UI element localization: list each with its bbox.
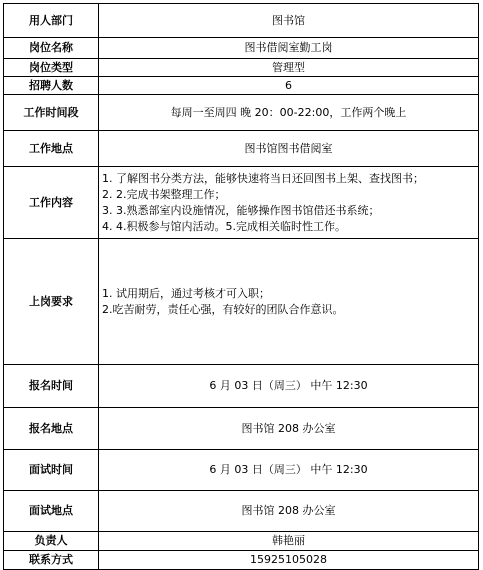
requirements-value — [99, 239, 479, 365]
position-value: 图书借阅室勤工岗 — [99, 38, 479, 59]
signup-time-label: 报名时间 — [4, 365, 99, 408]
content-value — [99, 167, 479, 239]
count-value: 6 — [99, 77, 479, 95]
requirements-line-1: 1. 试用期后，通过考核才可入职； — [102, 286, 270, 300]
row-dept — [4, 4, 479, 38]
row-requirements — [4, 239, 479, 365]
requirements-label: 上岗要求 — [4, 239, 99, 365]
row-contact — [4, 551, 479, 570]
contact-person-value: 韩艳丽 — [99, 532, 479, 551]
row-signup-place — [4, 408, 479, 450]
row-type — [4, 59, 479, 77]
dept-value: 图书馆 — [99, 4, 479, 38]
content-line-1: 1. 了解图书分类方法，能够快速将当日还回图书上架、查找图书； — [102, 171, 424, 185]
interview-time-value: 6 月 03 日（周三） 中午 12:30 — [99, 450, 479, 491]
count-label: 招聘人数 — [4, 77, 99, 95]
signup-time-value: 6 月 03 日（周三） 中午 12:30 — [99, 365, 479, 408]
time-value: 每周一至周四 晚 20：00-22:00，工作两个晚上 — [99, 95, 479, 131]
contact-value: 15925105028 — [99, 551, 479, 570]
requirements-line-2: 2.吃苦耐劳，责任心强，有较好的团队合作意识。 — [102, 302, 344, 316]
content-line-3: 3. 3.熟悉部室内设施情况，能够操作图书馆借还书系统； — [102, 203, 380, 217]
interview-time-label: 面试时间 — [4, 450, 99, 491]
time-label: 工作时间段 — [4, 95, 99, 131]
row-position — [4, 38, 479, 59]
contact-label: 联系方式 — [4, 551, 99, 570]
row-signup-time — [4, 365, 479, 408]
place-label: 工作地点 — [4, 131, 99, 167]
interview-place-value: 图书馆 208 办公室 — [99, 491, 479, 532]
interview-place-label: 面试地点 — [4, 491, 99, 532]
type-label: 岗位类型 — [4, 59, 99, 77]
row-contact-person — [4, 532, 479, 551]
row-time — [4, 95, 479, 131]
type-value: 管理型 — [99, 59, 479, 77]
contact-person-label: 负责人 — [4, 532, 99, 551]
content-label: 工作内容 — [4, 167, 99, 239]
position-label: 岗位名称 — [4, 38, 99, 59]
signup-place-value: 图书馆 208 办公室 — [99, 408, 479, 450]
signup-place-label: 报名地点 — [4, 408, 99, 450]
row-interview-time — [4, 450, 479, 491]
job-posting-table — [3, 3, 479, 570]
row-content — [4, 167, 479, 239]
dept-label: 用人部门 — [4, 4, 99, 38]
content-line-2: 2. 2.完成书架整理工作； — [102, 187, 226, 201]
row-place — [4, 131, 479, 167]
row-count — [4, 77, 479, 95]
row-interview-place — [4, 491, 479, 532]
content-line-4: 4. 4.积极参与馆内活动。5.完成相关临时性工作。 — [102, 219, 346, 233]
place-value: 图书馆图书借阅室 — [99, 131, 479, 167]
